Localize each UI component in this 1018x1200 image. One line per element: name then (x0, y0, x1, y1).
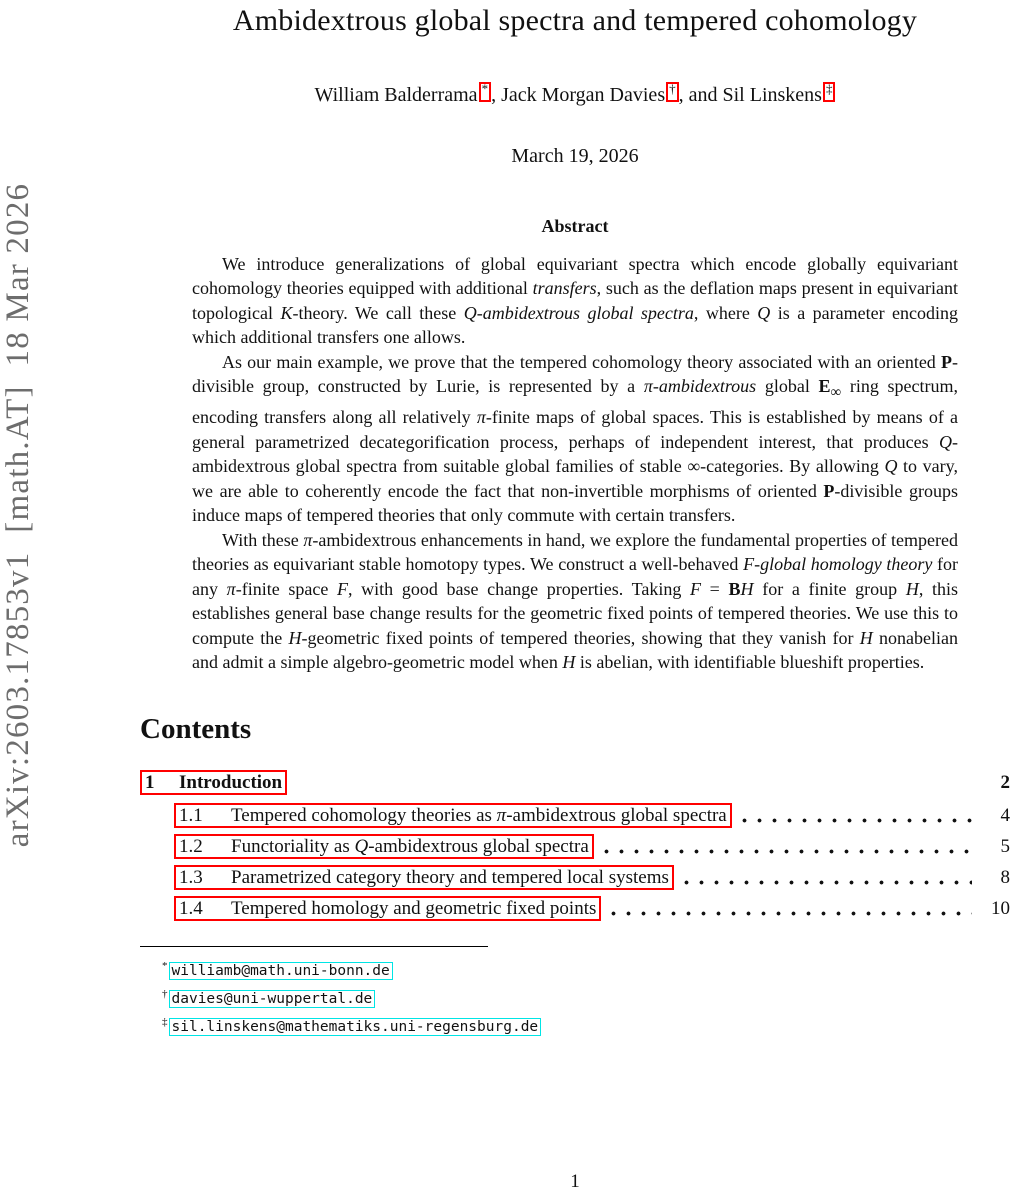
abstract-heading: Abstract (541, 215, 609, 236)
author-separator: , and (678, 83, 723, 106)
toc-subsection-title: Parametrized category theory and tempered local systems (231, 866, 669, 888)
toc-link-1-3[interactable] (174, 865, 674, 890)
toc-row-1-1 (174, 803, 1010, 828)
page-number: 1 (570, 1171, 580, 1192)
toc-row-introduction (140, 770, 1010, 795)
abstract-section (140, 216, 1010, 675)
text-block (140, 0, 1010, 1039)
abstract-paragraph-1: We introduce generalizations of global equivariant spectra which encode globally equivariant cohomology theories equipped with additional transfers, such as the deflation maps present in equivariant topological K-theory. We call these Q-ambidextrous global spectra, where Q is a parameter encoding which additional transfers one allows. (192, 253, 958, 348)
author-name: William Balderrama (314, 83, 478, 106)
paper-title: Ambidextrous global spectra and tempered cohomology (232, 4, 918, 37)
toc-link-1-2[interactable] (174, 834, 594, 859)
email-link-davies[interactable]: davies@uni-wuppertal.de (169, 990, 376, 1008)
dagger-mark: † (669, 81, 676, 96)
toc-page-number: 4 (1000, 804, 1010, 826)
toc-link-introduction[interactable] (140, 770, 287, 795)
author-footnote-link[interactable] (479, 82, 492, 102)
author-separator: , (491, 83, 502, 106)
footnote-item (140, 983, 1010, 1011)
abstract-body (192, 252, 958, 675)
table-of-contents (140, 770, 1010, 921)
footnote-mark: ‡ (162, 1015, 168, 1028)
toc-page-number: 10 (991, 897, 1010, 919)
toc-page-number: 2 (1000, 771, 1010, 793)
footnote-mark: † (162, 987, 168, 1000)
paper-date: March 19, 2026 (511, 144, 639, 167)
author-line (140, 82, 1010, 107)
author-sil-linskens (722, 81, 836, 106)
author-jack-morgan-davies (501, 81, 723, 106)
asterisk-mark: * (481, 81, 489, 96)
author-name: Sil Linskens (722, 83, 822, 106)
toc-subsection-number: 1.4 (179, 897, 203, 919)
toc-spacer (297, 785, 972, 790)
toc-subsection-number: 1.1 (179, 804, 203, 826)
toc-subsection-number: 1.2 (179, 835, 203, 857)
toc-leader-dots (742, 818, 972, 823)
footnote-item (140, 955, 1010, 983)
arxiv-watermark: arXiv:2603.17853v1 [math.AT] 18 Mar 2026 (0, 182, 36, 848)
toc-section-title: Introduction (179, 771, 283, 793)
toc-link-1-4[interactable] (174, 896, 601, 921)
author-footnote-link[interactable] (666, 82, 679, 102)
toc-page-number: 8 (1000, 866, 1010, 888)
abstract-paragraph-2: As our main example, we prove that the tempered cohomology theory associated with an oriented P-divisible group, constructed by Lurie, is represented by a π-ambidextrous global $E_\infty$ ring spectrum, encoding transfers along all relatively π-finite maps of global spaces. This is established by means of a general parametrized decategorification process, perhaps of independent interest, that produces Q-ambidextrous global spectra from suitable global families of stable ∞-categories. By allowing Q to vary, we are able to coherently encode the fact that non-invertible morphisms of oriented P-divisible groups induce maps of tempered theories that only commute with certain transfers. (192, 351, 958, 526)
abstract-paragraph-3: With these π-ambidextrous enhancements in hand, we explore the fundamental properties of tempered theories as equivariant stable homotopy types. We construct a well-behaved F-global homology theory for any π-finite space F, with good base change properties. Taking F = BH for a finite group H, this establishes general base change results for the geometric fixed points of tempered theories. We use this to compute the H-geometric fixed points of tempered theories, showing that they vanish for H nonabelian and admit a simple algebro-geometric model when H is abelian, with identifiable blueshift properties. (192, 529, 959, 673)
author-name: Jack Morgan Davies (501, 83, 666, 106)
toc-leader-dots (684, 880, 972, 885)
double-dagger-mark: ‡ (825, 81, 833, 96)
footnote-item (140, 1011, 1010, 1039)
toc-subsection-title: Tempered cohomology theories as π-ambidextrous global spectra (231, 804, 727, 826)
author-footnote-link[interactable] (823, 82, 836, 102)
footnote-rule (140, 946, 488, 947)
footnote-area (140, 946, 1010, 1039)
toc-leader-dots (611, 911, 972, 916)
contents-heading: Contents (140, 712, 252, 745)
toc-subsection-title: Functoriality as Q-ambidextrous global spectra (231, 835, 589, 857)
toc-row-1-3 (174, 865, 1010, 890)
email-link-balderrama[interactable]: williamb@math.uni-bonn.de (169, 962, 393, 980)
toc-section-number: 1 (145, 771, 155, 793)
email-link-linskens[interactable]: sil.linskens@mathematiks.uni-regensburg.de (169, 1018, 542, 1036)
toc-subsection-number: 1.3 (179, 866, 203, 888)
toc-subsection-title: Tempered homology and geometric fixed points (231, 897, 597, 919)
toc-leader-dots (604, 849, 972, 854)
author-william-balderrama (314, 81, 502, 106)
toc-row-1-4 (174, 896, 1010, 921)
footnote-mark: * (162, 959, 168, 972)
toc-page-number: 5 (1000, 835, 1010, 857)
toc-row-1-2 (174, 834, 1010, 859)
toc-link-1-1[interactable] (174, 803, 732, 828)
